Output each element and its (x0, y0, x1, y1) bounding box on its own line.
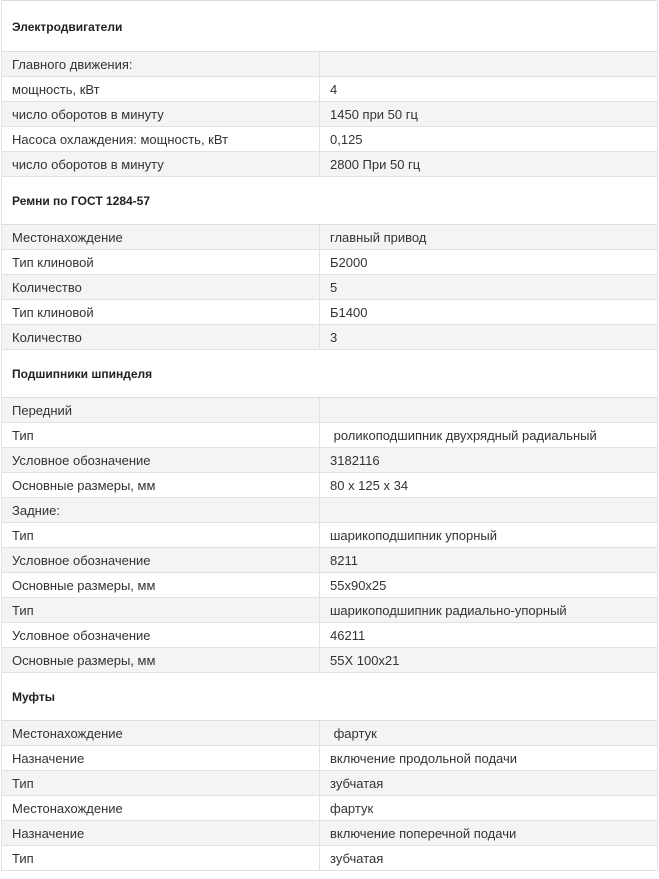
table-row (1, 846, 658, 871)
table-row (1, 52, 658, 77)
row-label: Основные размеры, мм (2, 573, 320, 597)
row-value: шарикоподшипник радиально-упорный (330, 602, 567, 618)
row-value (320, 398, 657, 422)
table-row (1, 821, 658, 846)
section-header: Ремни по ГОСТ 1284-57 (1, 177, 658, 225)
row-value: шарикоподшипник упорный (330, 527, 498, 543)
table-row (1, 771, 658, 796)
table-row (1, 796, 658, 821)
table-row (1, 498, 658, 523)
table-row (1, 648, 658, 673)
table-row (1, 398, 658, 423)
row-label: Назначение (2, 746, 320, 770)
table-row (1, 423, 658, 448)
row-label: мощность, кВт (2, 77, 320, 101)
row-label: Тип (2, 523, 320, 547)
table-row (1, 448, 658, 473)
section-header: Электродвигатели (1, 2, 658, 52)
row-value: включение поперечной подачи (330, 825, 517, 841)
table-row (1, 623, 658, 648)
row-label: число оборотов в минуту (2, 152, 320, 176)
row-label: Главного движения: (2, 52, 320, 76)
row-value (320, 52, 657, 76)
row-value: 5 (330, 279, 338, 295)
row-label: Тип (2, 598, 320, 622)
row-label: Задние: (2, 498, 320, 522)
row-label: Тип (2, 423, 320, 447)
table-row (1, 102, 658, 127)
table-row (1, 152, 658, 177)
row-label: Основные размеры, мм (2, 473, 320, 497)
table-row (1, 523, 658, 548)
row-value: фартук (330, 725, 377, 741)
row-label: Условное обозначение (2, 623, 320, 647)
table-row (1, 746, 658, 771)
section-header: Муфты (1, 673, 658, 721)
row-label: Насоса охлаждения: мощность, кВт (2, 127, 320, 151)
row-label: число оборотов в минуту (2, 102, 320, 126)
row-value: включение продольной подачи (330, 750, 518, 766)
row-value: 55Х 100х21 (330, 652, 400, 668)
row-label: Количество (2, 325, 320, 349)
row-label: Местонахождение (2, 225, 320, 249)
row-value: зубчатая (330, 775, 384, 791)
row-label: Передний (2, 398, 320, 422)
row-label: Количество (2, 275, 320, 299)
row-label: Тип клиновой (2, 300, 320, 324)
table-row (1, 573, 658, 598)
row-value: фартук (330, 800, 374, 816)
section-header: Подшипники шпинделя (1, 350, 658, 398)
row-value: 3 (330, 329, 338, 345)
row-value: 4 (330, 81, 338, 97)
row-label: Условное обозначение (2, 548, 320, 572)
row-label: Тип (2, 771, 320, 795)
row-value: зубчатая (330, 850, 384, 866)
row-value: 55х90х25 (330, 577, 387, 593)
table-row (1, 127, 658, 152)
row-label: Тип клиновой (2, 250, 320, 274)
row-value: 0,125 (330, 131, 363, 147)
row-value: 2800 При 50 гц (330, 156, 421, 172)
row-value: 8211 (330, 552, 358, 568)
row-label: Тип (2, 846, 320, 870)
row-label: Назначение (2, 821, 320, 845)
row-label: Местонахождение (2, 796, 320, 820)
table-row (1, 325, 658, 350)
row-value: 3182116 (330, 452, 380, 468)
row-value: 1450 при 50 гц (330, 106, 418, 122)
row-value (320, 498, 657, 522)
table-row (1, 473, 658, 498)
row-value: роликоподшипник двухрядный радиальный (330, 427, 597, 443)
row-value: 46211 (330, 627, 366, 643)
table-row (1, 721, 658, 746)
table-row (1, 275, 658, 300)
table-row (1, 598, 658, 623)
table-row (1, 77, 658, 102)
row-label: Основные размеры, мм (2, 648, 320, 672)
table-row (1, 300, 658, 325)
spec-table (1, 2, 658, 871)
row-value: 80 х 125 х 34 (330, 477, 409, 493)
table-row (1, 548, 658, 573)
row-value: главный привод (330, 229, 427, 245)
row-label: Условное обозначение (2, 448, 320, 472)
row-label: Местонахождение (2, 721, 320, 745)
table-row (1, 250, 658, 275)
table-row (1, 225, 658, 250)
row-value: Б1400 (330, 304, 368, 320)
row-value: Б2000 (330, 254, 368, 270)
